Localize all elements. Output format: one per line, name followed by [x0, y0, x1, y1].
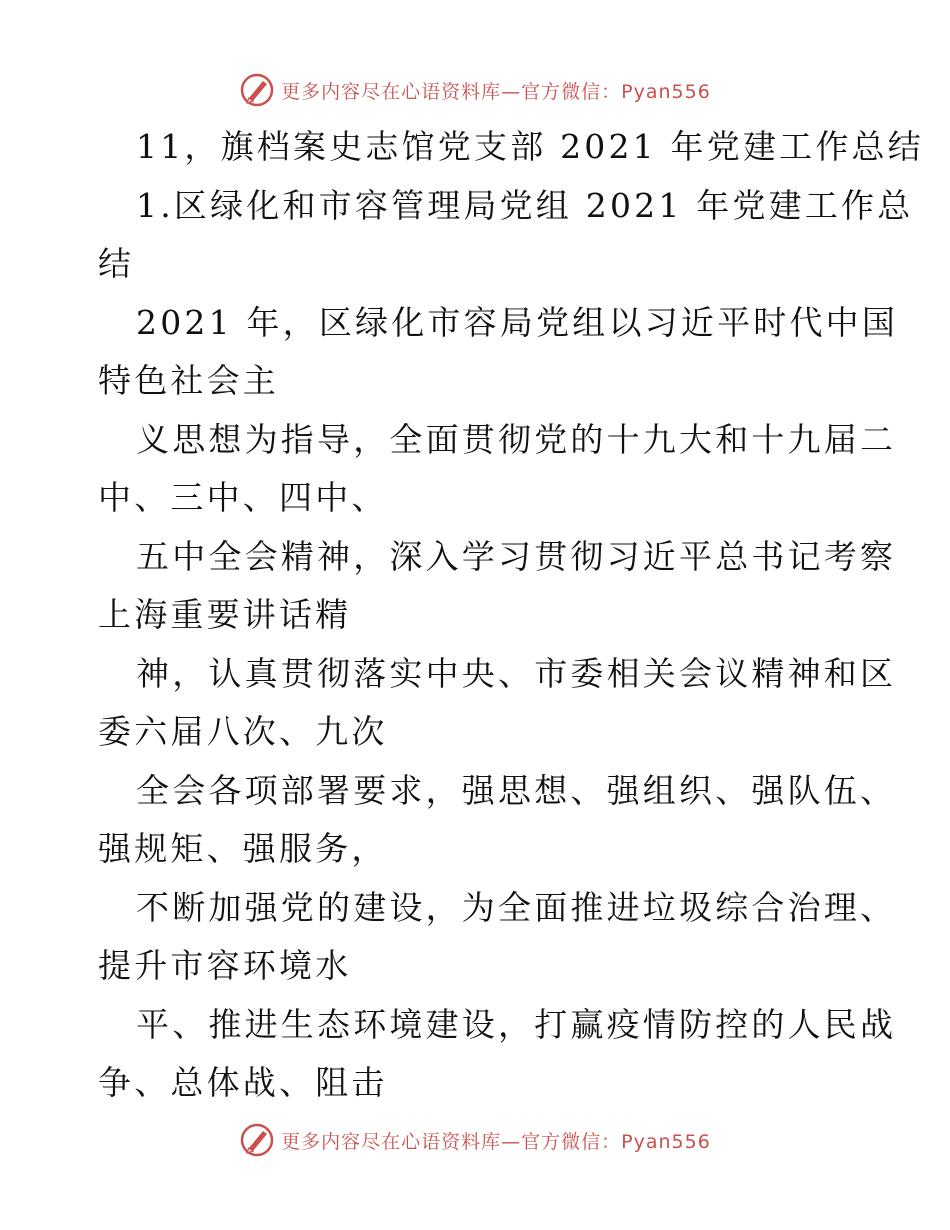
pen-logo-icon	[239, 72, 275, 108]
pen-logo-icon	[239, 1122, 275, 1158]
text-line: 2021 年，区绿化市容局党组以习近平时代中国	[136, 302, 899, 342]
watermark-text: 更多内容尽在心语资料库—官方微信：Pyan556	[281, 1130, 711, 1153]
text-line: 平、推进生态环境建设，打赢疫情防控的人民战	[136, 1004, 897, 1044]
text-line: 上海重要讲话精	[98, 595, 352, 634]
text-line: 1.区绿化和市容管理局党组 2021 年党建工作总	[136, 185, 914, 225]
text-line: 提升市容环境水	[98, 946, 352, 985]
document-body	[98, 118, 924, 1113]
watermark-footer	[0, 1120, 950, 1160]
text-line: 义思想为指导，全面贯彻党的十九大和十九届二	[136, 419, 897, 459]
watermark-header	[0, 70, 950, 110]
text-line: 不断加强党的建设，为全面推进垃圾综合治理、	[136, 887, 897, 927]
text-line: 强规矩、强服务，	[98, 829, 388, 868]
text-line: 中、三中、四中、	[98, 478, 388, 517]
text-line: 全会各项部署要求，强思想、强组织、强队伍、	[136, 770, 897, 810]
text-line: 委六届八次、九次	[98, 712, 388, 751]
text-line: 11，旗档案史志馆党支部 2021 年党建工作总结	[136, 127, 924, 166]
text-line: 神，认真贯彻落实中央、市委相关会议精神和区	[136, 653, 897, 693]
watermark-text: 更多内容尽在心语资料库—官方微信：Pyan556	[281, 80, 711, 103]
text-line: 结	[98, 244, 135, 283]
text-line: 五中全会精神，深入学习贯彻习近平总书记考察	[136, 536, 897, 576]
text-line: 争、总体战、阻击	[98, 1063, 388, 1102]
text-line: 特色社会主	[98, 361, 279, 400]
